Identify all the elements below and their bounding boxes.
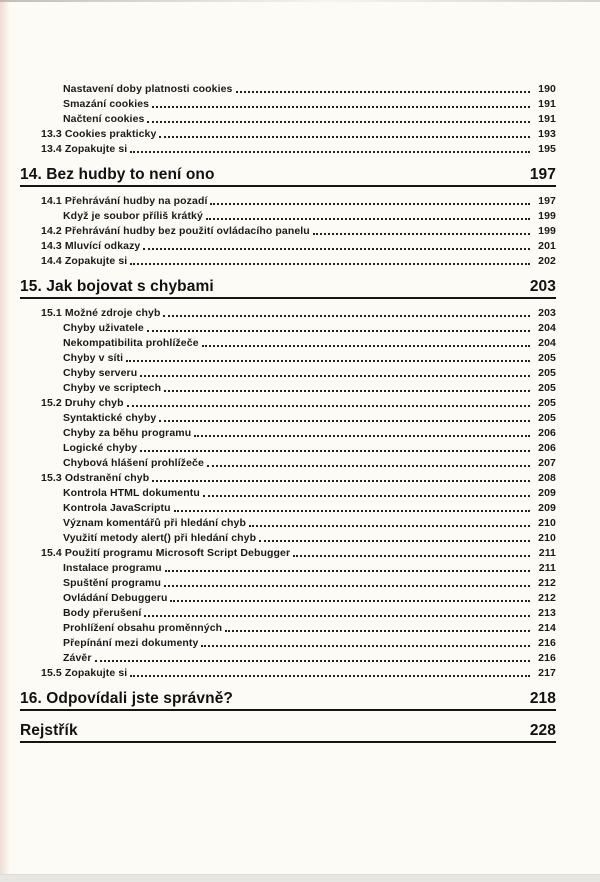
entry-title: 15.1 Možné zdroje chyb	[41, 307, 161, 319]
dot-leader	[201, 645, 530, 647]
dot-leader	[143, 248, 530, 250]
entry-page-number: 205	[538, 382, 556, 394]
entry-title: Chyby serveru	[63, 367, 138, 379]
entry-page-number: 205	[538, 397, 556, 409]
entry-title: 14.4 Zopakujte si	[41, 255, 128, 267]
toc-entry	[20, 439, 556, 454]
entry-page-number: 205	[538, 412, 556, 424]
entry-page-number: 195	[538, 143, 556, 155]
toc-chapter-heading	[20, 690, 556, 711]
toc-entry	[20, 454, 556, 469]
entry-title: Spuštění programu	[63, 577, 161, 589]
toc-entry	[20, 469, 556, 484]
dot-leader	[164, 390, 530, 392]
chapter-page-number: 218	[529, 690, 556, 707]
dot-leader	[293, 555, 530, 557]
toc-entry	[20, 364, 556, 379]
entry-title: 13.3 Cookies prakticky	[41, 128, 157, 140]
dot-leader	[95, 660, 530, 662]
entry-title: Logické chyby	[63, 442, 138, 454]
dot-leader	[259, 540, 530, 542]
entry-page-number: 199	[538, 225, 556, 237]
entry-title: Nekompatibilita prohlížeče	[63, 337, 199, 349]
entry-page-number: 206	[538, 427, 556, 439]
dot-leader	[140, 450, 530, 452]
toc-entry	[20, 394, 556, 409]
toc-entry	[20, 664, 556, 679]
toc-entry	[20, 304, 556, 319]
toc-entry	[20, 237, 556, 252]
dot-leader	[174, 510, 530, 512]
toc-entry	[20, 559, 556, 574]
entry-title: Instalace programu	[63, 562, 162, 574]
entry-page-number: 205	[538, 367, 556, 379]
toc-entry	[20, 544, 556, 559]
dot-leader	[313, 233, 530, 235]
entry-title: Chybová hlášení prohlížeče	[63, 457, 204, 469]
toc-entry	[20, 125, 556, 140]
entry-title: Načtení cookies	[63, 113, 145, 125]
dot-leader	[164, 585, 530, 587]
dot-leader	[140, 375, 530, 377]
entry-page-number: 210	[538, 517, 556, 529]
dot-leader	[130, 675, 530, 677]
dot-leader	[194, 435, 530, 437]
toc-entry	[20, 252, 556, 267]
entry-title: Chyby v síti	[63, 352, 124, 364]
entry-title: 15.3 Odstranění chyb	[41, 472, 150, 484]
entry-title: Prohlížení obsahu proměnných	[63, 622, 223, 634]
entry-title: Závěr	[63, 652, 92, 664]
dot-leader	[206, 218, 530, 220]
entry-page-number: 208	[538, 472, 556, 484]
entry-page-number: 197	[538, 195, 556, 207]
toc-entry	[20, 140, 556, 155]
chapter-title: 15. Jak bojovat s chybami	[20, 278, 214, 295]
toc-entry	[20, 207, 556, 222]
entry-page-number: 199	[538, 210, 556, 222]
toc-entry	[20, 379, 556, 394]
scan-artifact-bottom-edge	[0, 874, 600, 882]
table-of-contents	[20, 80, 556, 748]
toc-entry	[20, 514, 556, 529]
entry-page-number: 193	[538, 128, 556, 140]
entry-title: 14.2 Přehrávání hudby bez použití ovládacího panelu	[41, 225, 310, 237]
entry-page-number: 201	[538, 240, 556, 252]
chapter-title: 16. Odpovídali jste správně?	[20, 690, 233, 707]
toc-entry	[20, 634, 556, 649]
toc-entry	[20, 95, 556, 110]
entry-page-number: 209	[538, 502, 556, 514]
chapter-title: Rejstřík	[20, 722, 78, 739]
entry-title: Ovládání Debuggeru	[63, 592, 168, 604]
dot-leader	[202, 345, 530, 347]
entry-page-number: 213	[538, 607, 556, 619]
entry-title: 15.2 Druhy chyb	[41, 397, 124, 409]
entry-page-number: 202	[538, 255, 556, 267]
entry-page-number: 212	[538, 577, 556, 589]
entry-page-number: 190	[538, 83, 556, 95]
entry-page-number: 209	[538, 487, 556, 499]
entry-page-number: 212	[538, 592, 556, 604]
toc-entry	[20, 619, 556, 634]
entry-page-number: 217	[538, 667, 556, 679]
entry-page-number: 210	[538, 532, 556, 544]
dot-leader	[144, 615, 530, 617]
dot-leader	[159, 420, 530, 422]
entry-title: Význam komentářů při hledání chyb	[63, 517, 247, 529]
toc-entry	[20, 484, 556, 499]
toc-entry	[20, 589, 556, 604]
toc-chapter-heading	[20, 722, 556, 743]
entry-title: Když je soubor příliš krátký	[63, 210, 203, 222]
entry-page-number: 203	[538, 307, 556, 319]
entry-title: Kontrola JavaScriptu	[63, 502, 171, 514]
dot-leader	[127, 405, 530, 407]
toc-entry	[20, 110, 556, 125]
dot-leader	[165, 570, 530, 572]
dot-leader	[159, 136, 530, 138]
entry-title: Body přerušení	[63, 607, 142, 619]
toc-entry	[20, 319, 556, 334]
chapter-page-number: 203	[529, 278, 556, 295]
entry-page-number: 216	[538, 652, 556, 664]
toc-entry	[20, 649, 556, 664]
entry-title: Chyby za běhu programu	[63, 427, 192, 439]
toc-entry	[20, 222, 556, 237]
dot-leader	[152, 106, 530, 108]
toc-entry	[20, 334, 556, 349]
dot-leader	[147, 330, 530, 332]
toc-entry	[20, 529, 556, 544]
entry-title: Kontrola HTML dokumentu	[63, 487, 200, 499]
toc-entry	[20, 574, 556, 589]
entry-page-number: 206	[538, 442, 556, 454]
scan-artifact-left-edge	[0, 0, 10, 882]
toc-entry	[20, 80, 556, 95]
dot-leader	[170, 600, 530, 602]
toc-chapter-heading	[20, 278, 556, 299]
toc-entry	[20, 424, 556, 439]
dot-leader	[236, 91, 531, 93]
entry-page-number: 205	[538, 352, 556, 364]
entry-page-number: 211	[538, 547, 556, 559]
toc-entry	[20, 499, 556, 514]
chapter-page-number: 228	[529, 722, 556, 739]
entry-title: Syntaktické chyby	[63, 412, 157, 424]
entry-page-number: 207	[538, 457, 556, 469]
entry-title: Nastavení doby platnosti cookies	[63, 83, 233, 95]
entry-title: 15.5 Zopakujte si	[41, 667, 128, 679]
dot-leader	[130, 151, 530, 153]
entry-page-number: 204	[538, 337, 556, 349]
entry-title: 15.4 Použití programu Microsoft Script Debugger	[41, 547, 291, 559]
entry-page-number: 191	[538, 113, 556, 125]
entry-page-number: 191	[538, 98, 556, 110]
entry-title: 13.4 Zopakujte si	[41, 143, 128, 155]
dot-leader	[203, 495, 530, 497]
entry-title: Smazání cookies	[63, 98, 150, 110]
toc-entry	[20, 604, 556, 619]
dot-leader	[126, 360, 530, 362]
entry-title: Chyby ve scriptech	[63, 382, 162, 394]
chapter-title: 14. Bez hudby to není ono	[20, 166, 215, 183]
entry-title: Využití metody alert() při hledání chyb	[63, 532, 257, 544]
toc-entry	[20, 349, 556, 364]
entry-title: Chyby uživatele	[63, 322, 144, 334]
entry-title: 14.1 Přehrávání hudby na pozadí	[41, 195, 208, 207]
dot-leader	[210, 203, 530, 205]
dot-leader	[225, 630, 530, 632]
entry-page-number: 211	[538, 562, 556, 574]
entry-page-number: 216	[538, 637, 556, 649]
dot-leader	[249, 525, 530, 527]
chapter-page-number: 197	[529, 166, 556, 183]
scan-artifact-top-edge	[0, 0, 600, 2]
entry-title: 14.3 Mluvící odkazy	[41, 240, 141, 252]
dot-leader	[147, 121, 530, 123]
toc-entry	[20, 192, 556, 207]
dot-leader	[163, 315, 530, 317]
dot-leader	[207, 465, 530, 467]
entry-page-number: 204	[538, 322, 556, 334]
entry-page-number: 214	[538, 622, 556, 634]
entry-title: Přepínání mezi dokumenty	[63, 637, 199, 649]
dot-leader	[152, 480, 530, 482]
toc-entry	[20, 409, 556, 424]
toc-chapter-heading	[20, 166, 556, 187]
dot-leader	[130, 263, 530, 265]
